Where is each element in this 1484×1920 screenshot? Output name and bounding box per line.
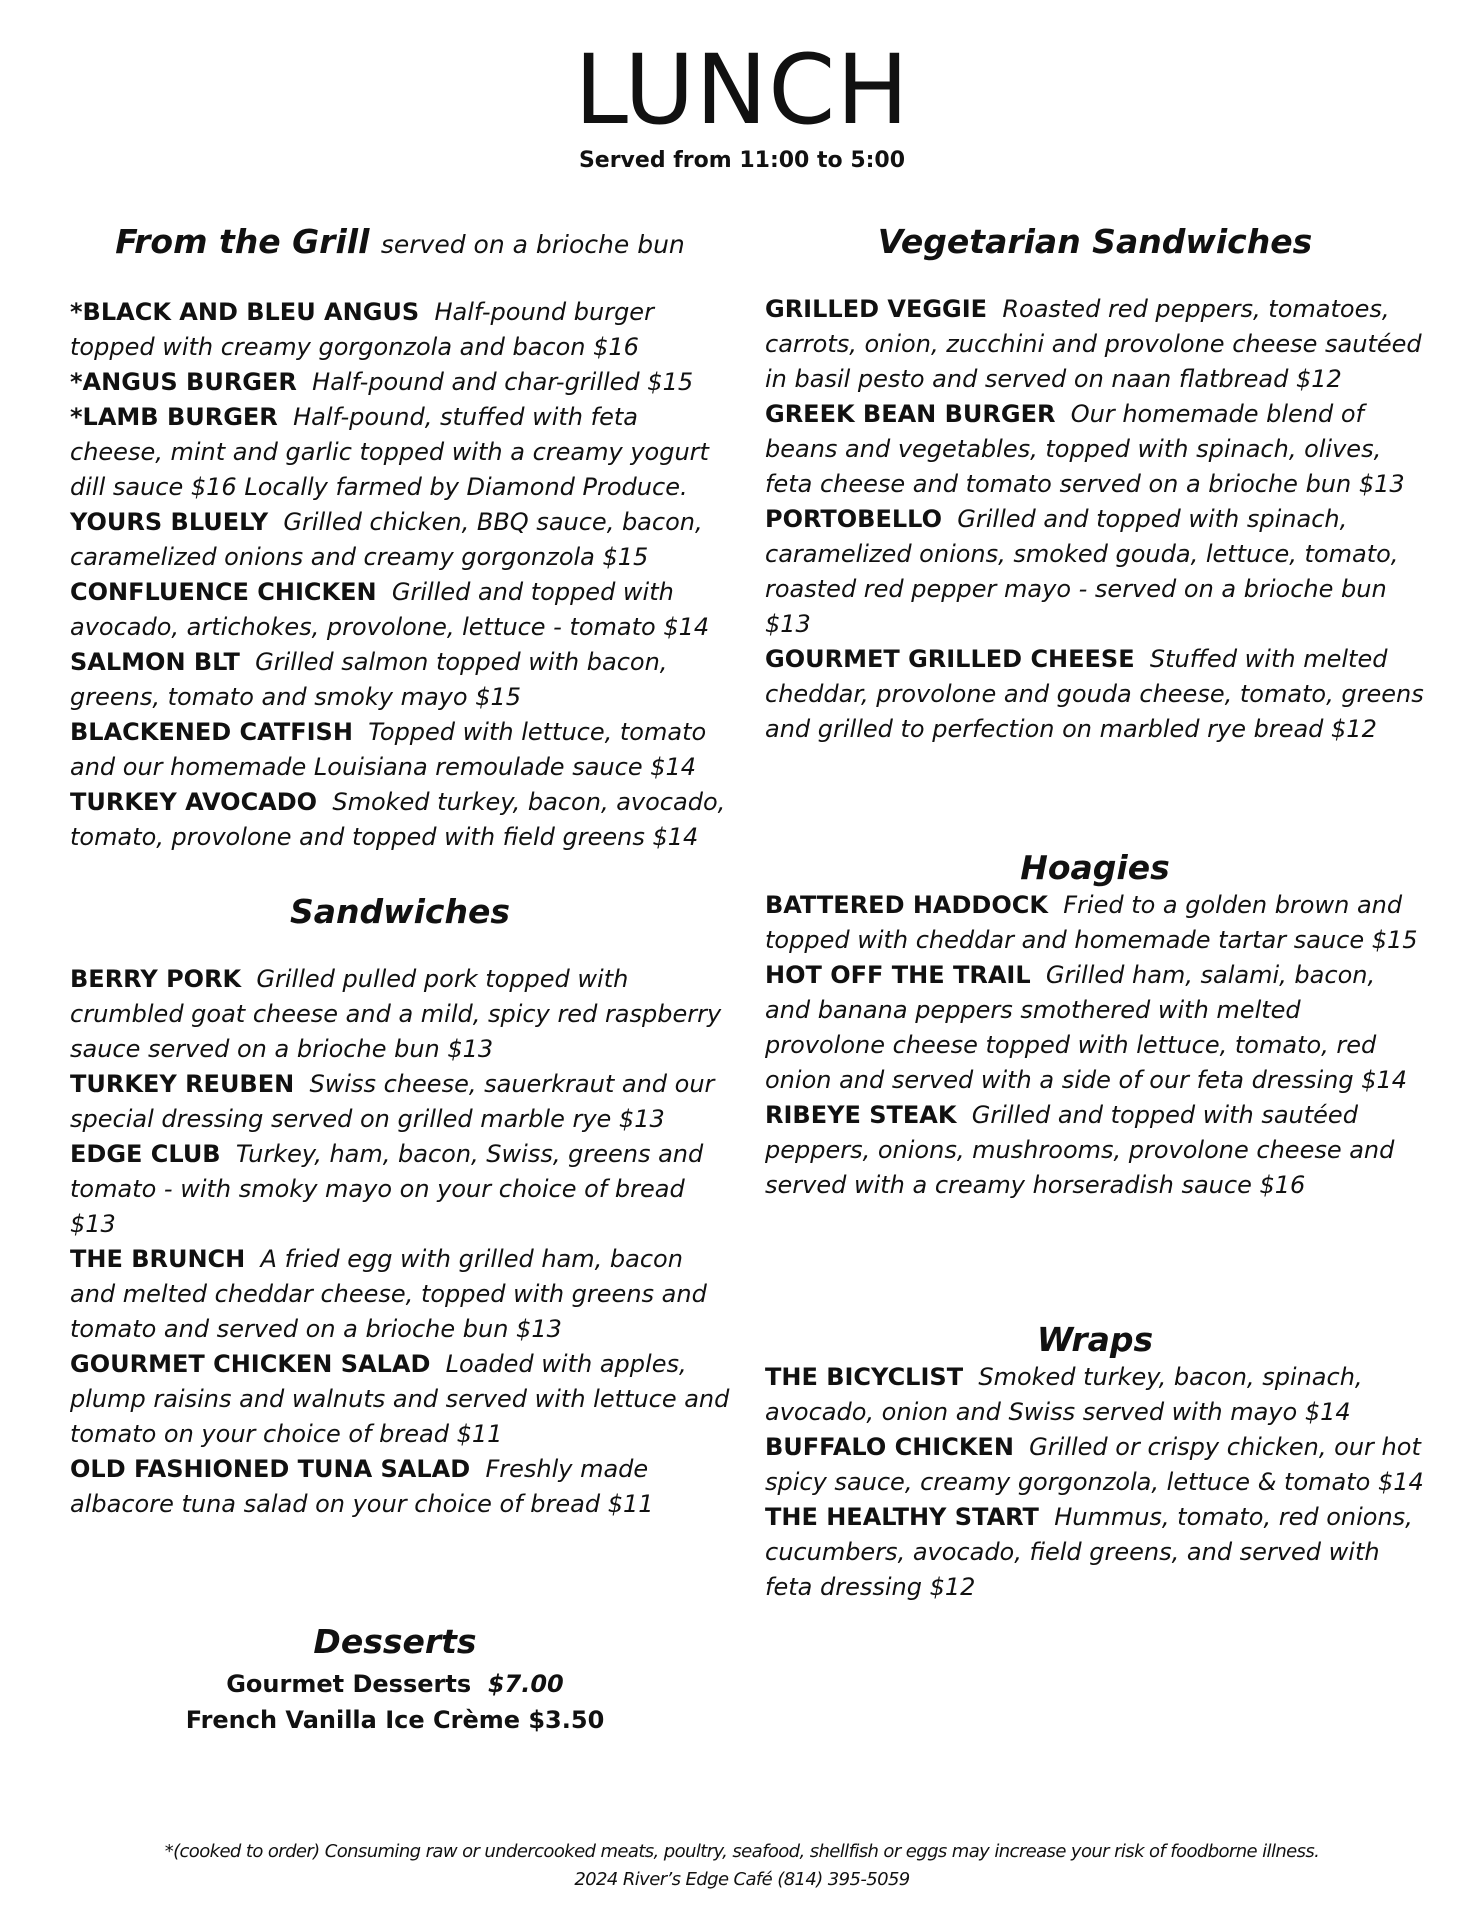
- menu-item-description: Topped with lettuce, tomato and our homemade Louisiana remoulade sauce $14: [70, 718, 707, 781]
- menu-item-description: Grilled salmon topped with bacon, greens, tomato and smoky mayo $15: [70, 648, 668, 711]
- menu-item-name: RIBEYE STEAK: [765, 1101, 957, 1129]
- menu-item: [765, 1500, 1425, 1605]
- menu-item-name: *LAMB BURGER: [70, 403, 278, 431]
- menu-item-name: THE BRUNCH: [70, 1245, 246, 1273]
- menu-item-description: Swiss cheese, sauerkraut and our special dressing served on grilled marble rye $13: [70, 1070, 715, 1133]
- dessert-line-2: French Vanilla Ice Crème $3.50: [185, 1706, 605, 1734]
- menu-item: [765, 292, 1425, 397]
- menu-item: [70, 295, 730, 365]
- menu-item-name: GREEK BEAN BURGER: [765, 400, 1056, 428]
- menu-item: [765, 888, 1425, 958]
- menu-item-description: Half-pound burger topped with creamy gorgonzola and bacon $16: [70, 298, 654, 361]
- desserts-heading: Desserts: [313, 1622, 477, 1661]
- vegetarian-heading: Vegetarian Sandwiches: [877, 222, 1313, 261]
- menu-item-description: Grilled and topped with avocado, artichokes, provolone, lettuce - tomato $14: [70, 578, 710, 641]
- menu-item-name: *ANGUS BURGER: [70, 368, 297, 396]
- hoagies-items: [765, 888, 1425, 1203]
- copyright-contact: 2024 River’s Edge Café (814) 395-5059: [574, 1869, 910, 1890]
- menu-item-description: Hummus, tomato, red onions, cucumbers, avocado, field greens, and served with feta dressing $12: [765, 1503, 1413, 1601]
- menu-item-name: BATTERED HADDOCK: [765, 891, 1048, 919]
- menu-item-description: Freshly made albacore tuna salad on your choice of bread $11: [70, 1455, 654, 1518]
- menu-item: [765, 397, 1425, 502]
- menu-item-description: Grilled chicken, BBQ sauce, bacon, caramelized onions and creamy gorgonzola $15: [70, 508, 703, 571]
- menu-item: [70, 715, 730, 785]
- menu-item-name: THE BICYCLIST: [765, 1363, 964, 1391]
- menu-item-description: Turkey, ham, bacon, Swiss, greens and tomato - with smoky mayo on your choice of bread $13: [70, 1140, 704, 1238]
- sandwiches-heading: Sandwiches: [289, 892, 511, 931]
- menu-item: [70, 1242, 730, 1347]
- menu-item-name: EDGE CLUB: [70, 1140, 221, 1168]
- grill-heading-text: From the Grill: [115, 222, 370, 261]
- menu-item: [765, 502, 1425, 642]
- menu-item: [70, 1137, 730, 1242]
- menu-item-name: GOURMET GRILLED CHEESE: [765, 645, 1135, 673]
- menu-item: [70, 1452, 730, 1522]
- menu-item: [70, 1067, 730, 1137]
- menu-item-description: Loaded with apples, plump raisins and walnuts and served with lettuce and tomato on your choice of bread $11: [70, 1350, 730, 1448]
- menu-item-name: PORTOBELLO: [765, 505, 942, 533]
- served-hours: Served from 11:00 to 5:00: [578, 148, 906, 173]
- dessert-1-name: Gourmet Desserts: [226, 1670, 472, 1698]
- menu-item-name: BERRY PORK: [70, 965, 242, 993]
- menu-item-name: GOURMET CHICKEN SALAD: [70, 1350, 431, 1378]
- grill-heading: [70, 222, 730, 265]
- hoagies-section: [765, 848, 1425, 1203]
- menu-item-description: Grilled ham, salami, bacon, and banana peppers smothered with melted provolone cheese topped with lettuce, tomato, red onion and served with a side of our feta dressing $14: [765, 961, 1408, 1094]
- menu-item: [765, 1360, 1425, 1430]
- menu-item: [70, 1347, 730, 1452]
- menu-item: [70, 962, 730, 1067]
- dessert-1-price: $7.00: [487, 1670, 564, 1698]
- menu-item: [70, 575, 730, 645]
- menu-item: [70, 785, 730, 855]
- menu-item-name: TURKEY AVOCADO: [70, 788, 318, 816]
- menu-item-description: Grilled or crispy chicken, our hot spicy sauce, creamy gorgonzola, lettuce & tomato $14: [765, 1433, 1424, 1496]
- menu-item-name: THE HEALTHY START: [765, 1503, 1039, 1531]
- menu-item-name: YOURS BLUELY: [70, 508, 269, 536]
- menu-item-name: CONFLUENCE CHICKEN: [70, 578, 377, 606]
- menu-item-description: A fried egg with grilled ham, bacon and melted cheddar cheese, topped with greens and tomato and served on a brioche bun $13: [70, 1245, 707, 1343]
- menu-item-name: BUFFALO CHICKEN: [765, 1433, 1014, 1461]
- wraps-heading: Wraps: [1036, 1320, 1154, 1359]
- menu-item: [70, 365, 730, 400]
- menu-item: [70, 645, 730, 715]
- menu-item-description: Smoked turkey, bacon, avocado, tomato, provolone and topped with field greens $14: [70, 788, 726, 851]
- menu-item: [765, 642, 1425, 747]
- menu-item-name: BLACKENED CATFISH: [70, 718, 353, 746]
- menu-item: [70, 505, 730, 575]
- grill-subheading: served on a brioche bun: [380, 230, 685, 259]
- menu-item: [70, 400, 730, 505]
- menu-item: [765, 1430, 1425, 1500]
- menu-item-description: Grilled and topped with sautéed peppers, onions, mushrooms, provolone cheese and served with a creamy horseradish sauce $16: [765, 1101, 1395, 1199]
- grill-section: [70, 222, 730, 855]
- menu-item-description: Smoked turkey, bacon, spinach, avocado, onion and Swiss served with mayo $14: [765, 1363, 1363, 1426]
- menu-item-name: TURKEY REUBEN: [70, 1070, 295, 1098]
- menu-item-description: Half-pound, stuffed with feta cheese, mint and garlic topped with a creamy yogurt dill sauce $16 Locally farmed by Diamond Produce.: [70, 403, 709, 501]
- hoagies-heading: Hoagies: [1020, 848, 1170, 887]
- sandwiches-section: [70, 892, 730, 1522]
- grill-items: [70, 295, 730, 855]
- vegetarian-items: [765, 292, 1425, 747]
- sandwiches-items: [70, 962, 730, 1522]
- menu-item-name: GRILLED VEGGIE: [765, 295, 988, 323]
- footer: [0, 1838, 1484, 1894]
- wraps-items: [765, 1360, 1425, 1605]
- menu-item-description: Grilled pulled pork topped with crumbled goat cheese and a mild, spicy red raspberry sauce served on a brioche bun $13: [70, 965, 722, 1063]
- menu-title: LUNCH: [574, 34, 910, 146]
- menu-item-name: *BLACK AND BLEU ANGUS: [70, 298, 420, 326]
- menu-item-description: Half-pound and char-grilled $15: [312, 368, 694, 396]
- menu-item-description: Grilled and topped with spinach, caramelized onions, smoked gouda, lettuce, tomato, roasted red pepper mayo - served on a brioche bun $13: [765, 505, 1399, 638]
- menu-item-description: Roasted red peppers, tomatoes, carrots, onion, zucchini and provolone cheese sautéed in basil pesto and served on naan flatbread $12: [765, 295, 1422, 393]
- menu-item-description: Fried to a golden brown and topped with cheddar and homemade tartar sauce $15: [765, 891, 1418, 954]
- menu-item-description: Stuffed with melted cheddar, provolone and gouda cheese, tomato, greens and grilled to perfection on marbled rye bread $12: [765, 645, 1424, 743]
- food-safety-disclaimer: *(cooked to order) Consuming raw or undercooked meats, poultry, seafood, shellfish or eggs may increase your risk of foodborne illness.: [164, 1841, 1320, 1862]
- menu-item: [765, 1098, 1425, 1203]
- menu-item-name: SALMON BLT: [70, 648, 240, 676]
- vegetarian-section: [765, 222, 1425, 747]
- menu-item: [765, 958, 1425, 1098]
- menu-item-name: OLD FASHIONED TUNA SALAD: [70, 1455, 471, 1483]
- desserts-section: [120, 1622, 670, 1738]
- wraps-section: [765, 1320, 1425, 1605]
- menu-item-name: HOT OFF THE TRAIL: [765, 961, 1031, 989]
- menu-item-description: Our homemade blend of beans and vegetables, topped with spinach, olives, feta cheese and tomato served on a brioche bun $13: [765, 400, 1405, 498]
- dessert-line-1: [120, 1666, 670, 1702]
